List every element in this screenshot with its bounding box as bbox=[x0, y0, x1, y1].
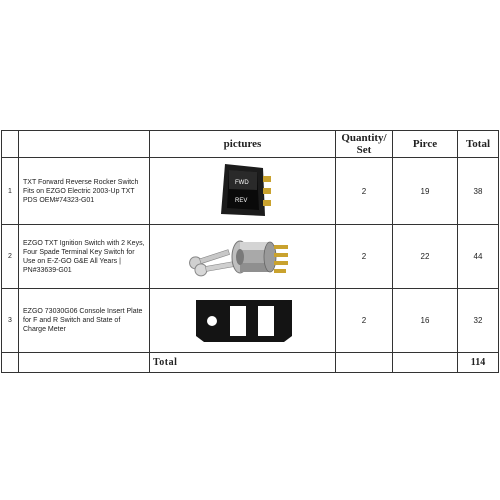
total-spacer bbox=[336, 353, 393, 373]
item-price: 16 bbox=[393, 289, 458, 353]
order-table bbox=[1, 130, 499, 373]
item-total: 38 bbox=[458, 158, 499, 225]
header-no bbox=[2, 131, 19, 158]
grand-total: 114 bbox=[458, 353, 499, 373]
table-row bbox=[2, 158, 499, 225]
total-spacer bbox=[393, 353, 458, 373]
item-picture bbox=[150, 289, 336, 353]
header-quantity: Quantity/ Set bbox=[336, 131, 393, 158]
table-row bbox=[2, 289, 499, 353]
item-quantity: 2 bbox=[336, 289, 393, 353]
header-price: Pirce bbox=[393, 131, 458, 158]
header-pictures: pictures bbox=[150, 131, 336, 158]
total-row bbox=[2, 353, 499, 373]
item-description: EZGO 73030G06 Console Insert Plate for F and R Switch and State of Charge Meter bbox=[19, 289, 150, 353]
item-quantity: 2 bbox=[336, 158, 393, 225]
item-description: EZGO TXT Ignition Switch with 2 Keys, Four Spade Terminal Key Switch for Use on E-Z-GO G&E All Years | PN#33639-G01 bbox=[19, 225, 150, 289]
total-spacer bbox=[19, 353, 150, 373]
row-number: 1 bbox=[2, 158, 19, 225]
total-spacer bbox=[2, 353, 19, 373]
total-label: Total bbox=[150, 353, 336, 373]
item-price: 19 bbox=[393, 158, 458, 225]
rocker-label-top: FWD bbox=[234, 180, 249, 186]
item-picture bbox=[150, 158, 336, 225]
console-plate-icon bbox=[188, 296, 298, 346]
item-price: 22 bbox=[393, 225, 458, 289]
table-header-row bbox=[2, 131, 499, 158]
item-total: 44 bbox=[458, 225, 499, 289]
rocker-label-bottom: REV bbox=[234, 198, 247, 204]
item-picture bbox=[150, 225, 336, 289]
item-total: 32 bbox=[458, 289, 499, 353]
item-description: TXT Forward Reverse Rocker Switch Fits on EZGO Electric 2003-Up TXT PDS OEM#74323-G01 bbox=[19, 158, 150, 225]
row-number: 2 bbox=[2, 225, 19, 289]
item-quantity: 2 bbox=[336, 225, 393, 289]
header-total: Total bbox=[458, 131, 499, 158]
table-row bbox=[2, 225, 499, 289]
ignition-switch-icon bbox=[178, 229, 308, 285]
row-number: 3 bbox=[2, 289, 19, 353]
rocker-switch-icon bbox=[213, 158, 273, 224]
header-description bbox=[19, 131, 150, 158]
